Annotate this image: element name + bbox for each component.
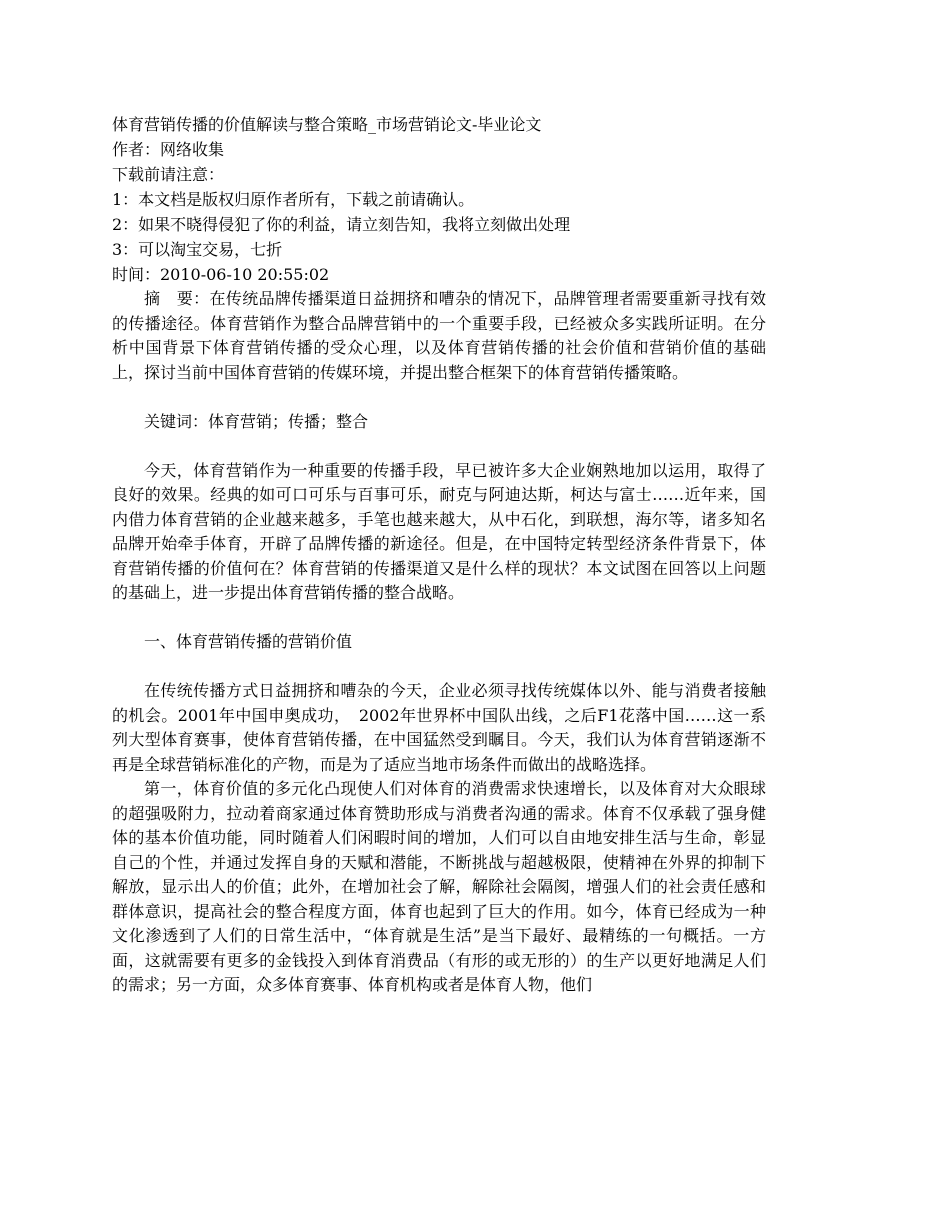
notice-item: 2：如果不晓得侵犯了你的利益，请立刻告知，我将立刻做出处理 [112,215,571,234]
spacer [112,434,766,459]
notice-heading: 下载前请注意： [112,165,225,184]
spacer [112,385,766,410]
keywords-paragraph: 关键词：体育营销；传播；整合 [144,411,369,431]
intro-paragraph: 今天，体育营销作为一种重要的传播手段，早已被许多大企业娴熟地加以运用，取得了良好的效果。经典的如可口可乐与百事可乐，耐克与阿迪达斯，柯达与富士……近年来，国内借力体育营销的企业越来越多，手笔也越来越大，从中石化，到联想，海尔等，诸多知名品牌开始牵手体育，开辟了品牌传播的新途径。但是，在中国特定转型经济条件背景下，体育营销传播的价值何在？体育营销的传播渠道又是什么样的现状？本文试图在回答以上问题的基础上，进一步提出体育营销传播的整合战略。 [112,460,766,602]
body-paragraph: 在传统传播方式日益拥挤和嘈杂的今天，企业必须寻找传统媒体以外、能与消费者接触的机会。2001年中国申奥成功， 2002年世界杯中国队出线，之后F1花落中国……这一系列大型体育赛事，使体育营销传播，在中国猛然受到瞩目。今天，我们认为体育营销逐渐不再是全球营销标准化的产物，而是为了适应当地市场条件而做出的战略选择。 [112,681,766,774]
section-heading: 一、体育营销传播的营销价值 [144,632,353,651]
notice-item: 3：可以淘宝交易，七折 [112,240,283,259]
body-paragraph: 第一，体育价值的多元化凸现使人们对体育的消费需求快速增长，以及体育对大众眼球的超强吸附力，拉动着商家通过体育赞助形成与消费者沟通的需求。体育不仅承载了强身健体的基本价值功能，同时随着人们闲暇时间的增加，人们可以自由地安排生活与生命，彰显自己的个性，并通过发挥自身的天赋和潜能，不断挑战与超越极限，使精神在外界的抑制下解放，显示出人的价值；此外，在增加社会了解，解除社会隔阂，增强人们的社会责任感和群体意识，提高社会的整合程度方面，体育也起到了巨大的作用。如今，体育已经成为一种文化渗透到了人们的日常生活中，“体育就是生活”是当下最好、最精练的一句概括。一方面，这就需要有更多的金钱投入到体育消费品（有形的或无形的）的生产以更好地满足人们的需求；另一方面，众多体育赛事、体育机构或者是体育人物，他们 [112,779,766,994]
spacer [112,606,766,631]
abstract-paragraph: 摘 要：在传统品牌传播渠道日益拥挤和嘈杂的情况下，品牌管理者需要重新寻找有效的传播途径。体育营销作为整合品牌营销中的一个重要手段，已经被众多实践所证明。在分析中国背景下体育营销传播的受众心理，以及体育营销传播的社会价值和营销价值的基础上，探讨当前中国体育营销的传媒环境，并提出整合框架下的体育营销传播策略。 [112,289,766,382]
spacer [112,655,766,680]
document-page [112,112,766,998]
document-title: 体育营销传播的价值解读与整合策略_市场营销论文-毕业论文 [112,115,542,134]
author-line: 作者：网络收集 [112,140,225,159]
time-line: 时间：2010-06-10 20:55:02 [112,265,330,284]
notice-item: 1：本文档是版权归原作者所有，下载之前请确认。 [112,190,475,209]
